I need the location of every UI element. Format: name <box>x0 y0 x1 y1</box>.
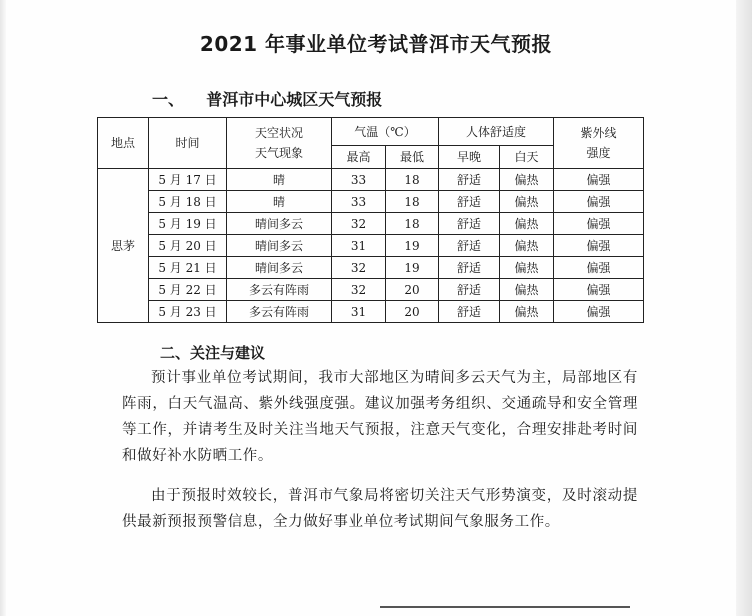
header-temp-low: 最低 <box>386 146 439 169</box>
section1-title: 普洱市中心城区天气预报 <box>206 90 383 109</box>
weather-cell: 晴间多云 <box>227 235 332 257</box>
comfort-morning-evening-cell: 舒适 <box>439 301 500 323</box>
bottom-rule <box>380 606 630 608</box>
uv-cell: 偏强 <box>554 169 644 191</box>
low-temp-cell: 19 <box>386 257 439 279</box>
scan-edge-right <box>736 0 752 616</box>
date-cell: 5 月 20 日 <box>149 235 227 257</box>
high-temp-cell: 31 <box>332 235 386 257</box>
high-temp-cell: 31 <box>332 301 386 323</box>
low-temp-cell: 20 <box>386 301 439 323</box>
uv-cell: 偏强 <box>554 279 644 301</box>
document-title: 2021 年事业单位考试普洱市天气预报 <box>199 32 553 56</box>
comfort-morning-evening-cell: 舒适 <box>439 213 500 235</box>
date-cell: 5 月 17 日 <box>149 169 227 191</box>
weather-cell: 晴间多云 <box>227 257 332 279</box>
high-temp-cell: 32 <box>332 257 386 279</box>
low-temp-cell: 20 <box>386 279 439 301</box>
date-cell: 5 月 19 日 <box>149 213 227 235</box>
table-row <box>98 169 644 191</box>
comfort-morning-evening-cell: 舒适 <box>439 169 500 191</box>
high-temp-cell: 33 <box>332 169 386 191</box>
header-uv <box>554 118 644 169</box>
weather-cell: 晴间多云 <box>227 213 332 235</box>
header-sky-line1: 天空状况 <box>254 126 303 140</box>
uv-cell: 偏强 <box>554 191 644 213</box>
low-temp-cell: 18 <box>386 191 439 213</box>
low-temp-cell: 18 <box>386 213 439 235</box>
header-temp-high: 最高 <box>332 146 386 169</box>
header-uv-line2: 强度 <box>586 146 611 160</box>
weather-cell: 晴 <box>227 191 332 213</box>
table-row <box>98 213 644 235</box>
comfort-daytime-cell: 偏热 <box>500 279 554 301</box>
date-cell: 5 月 22 日 <box>149 279 227 301</box>
comfort-daytime-cell: 偏热 <box>500 213 554 235</box>
section2-heading: 二、关注与建议 <box>160 344 266 362</box>
header-temp: 气温（℃） <box>332 118 439 146</box>
comfort-daytime-cell: 偏热 <box>500 169 554 191</box>
comfort-daytime-cell: 偏热 <box>500 257 554 279</box>
header-sky-line2: 天气现象 <box>254 146 303 160</box>
high-temp-cell: 32 <box>332 279 386 301</box>
comfort-daytime-cell: 偏热 <box>500 191 554 213</box>
section1-number: 一、 <box>152 90 185 109</box>
advice-paragraph-2: 由于预报时效较长，普洱市气象局将密切关注天气形势演变，及时滚动提供最新预报预警信息，全力做好事业单位考试期间气象服务工作。 <box>122 488 638 530</box>
comfort-daytime-cell: 偏热 <box>500 301 554 323</box>
table-row <box>98 235 644 257</box>
header-uv-line1: 紫外线 <box>580 126 617 140</box>
table-row <box>98 301 644 323</box>
advice-paragraph-1: 预计事业单位考试期间，我市大部地区为晴间多云天气为主，局部地区有阵雨，白天气温高、紫外线强度强。建议加强考务组织、交通疏导和安全管理等工作，并请考生及时关注当地天气预报，注意天气变化，合理安排赴考时间和做好补水防晒工作。 <box>122 370 638 464</box>
header-comfort-daytime: 白天 <box>500 146 554 169</box>
scan-edge-left <box>0 0 6 616</box>
header-time: 时间 <box>149 118 227 169</box>
uv-cell: 偏强 <box>554 301 644 323</box>
date-cell: 5 月 18 日 <box>149 191 227 213</box>
high-temp-cell: 33 <box>332 191 386 213</box>
weather-cell: 多云有阵雨 <box>227 279 332 301</box>
header-location: 地点 <box>98 118 149 169</box>
section1-heading <box>152 87 382 110</box>
table-row <box>98 279 644 301</box>
low-temp-cell: 18 <box>386 169 439 191</box>
uv-cell: 偏强 <box>554 257 644 279</box>
date-cell: 5 月 23 日 <box>149 301 227 323</box>
comfort-morning-evening-cell: 舒适 <box>439 191 500 213</box>
uv-cell: 偏强 <box>554 235 644 257</box>
comfort-morning-evening-cell: 舒适 <box>439 235 500 257</box>
table-row <box>98 191 644 213</box>
location-cell: 思茅 <box>98 169 149 323</box>
weather-cell: 多云有阵雨 <box>227 301 332 323</box>
date-cell: 5 月 21 日 <box>149 257 227 279</box>
low-temp-cell: 19 <box>386 235 439 257</box>
comfort-morning-evening-cell: 舒适 <box>439 279 500 301</box>
header-sky <box>227 118 332 169</box>
header-comfort-morning-evening: 早晚 <box>439 146 500 169</box>
weather-cell: 晴 <box>227 169 332 191</box>
comfort-morning-evening-cell: 舒适 <box>439 257 500 279</box>
table-row <box>98 257 644 279</box>
table-header-row-1 <box>98 118 644 146</box>
header-comfort: 人体舒适度 <box>439 118 554 146</box>
comfort-daytime-cell: 偏热 <box>500 235 554 257</box>
weather-table <box>97 117 644 323</box>
uv-cell: 偏强 <box>554 213 644 235</box>
high-temp-cell: 32 <box>332 213 386 235</box>
